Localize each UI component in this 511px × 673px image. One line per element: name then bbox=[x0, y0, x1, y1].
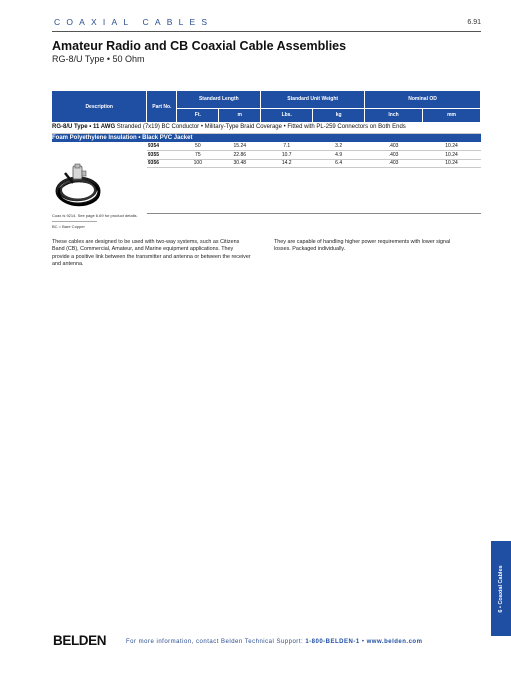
od-mm: 10.24 bbox=[423, 159, 481, 168]
od-mm: 10.24 bbox=[423, 142, 481, 151]
weight-lbs: 10.7 bbox=[261, 151, 313, 160]
abbreviation-note: BC = Bare Copper bbox=[52, 224, 85, 229]
cable-type-label: RG-8/U Type • 11 AWG bbox=[52, 124, 116, 131]
part-number: 9355 bbox=[147, 151, 177, 160]
page-title: Amateur Radio and CB Coaxial Cable Assemblies bbox=[52, 39, 347, 53]
length-ft: 75 bbox=[177, 151, 219, 160]
length-m: 15.24 bbox=[219, 142, 261, 151]
section-side-tab bbox=[491, 541, 511, 636]
body-text-left: These cables are designed to be used with two-way systems, such as Citizens Band (CB), Commercial, Amateur, and Marine equipment applications. They provide a positive link between the transmitter and antenna or between the receiver and antenna. bbox=[52, 239, 251, 267]
footer-website[interactable]: www.belden.com bbox=[366, 639, 423, 645]
group-length-header: Standard Length bbox=[177, 91, 261, 108]
footer-prefix: For more information, contact Belden Technical Support: bbox=[126, 639, 304, 645]
weight-lbs: 7.1 bbox=[261, 142, 313, 151]
group-od-header: Nominal OD bbox=[365, 91, 481, 108]
length-ft: 100 bbox=[177, 159, 219, 168]
insulation-row: Foam Polyethylene Insulation • Black PVC Jacket bbox=[52, 133, 481, 142]
section-label: COAXIAL CABLES bbox=[54, 17, 214, 27]
length-m: 30.48 bbox=[219, 159, 261, 168]
unit-lbs-header: Lbs. bbox=[261, 108, 313, 122]
coax-note: Coax is 9214. See page 6.69 for product details. bbox=[52, 213, 138, 218]
weight-kg: 3.2 bbox=[313, 142, 365, 151]
unit-ft-header: Ft. bbox=[177, 108, 219, 122]
part-number: 9354 bbox=[147, 142, 177, 151]
side-tab-label: 6 • Coaxial Cables bbox=[498, 564, 504, 613]
unit-m-header: m bbox=[219, 108, 261, 122]
od-mm: 10.24 bbox=[423, 151, 481, 160]
footer-contact bbox=[126, 639, 422, 645]
coax-cable-image bbox=[53, 163, 103, 211]
cable-type-description: Stranded (7x19) BC Conductor • Military-Type Braid Coverage • Fitted with PL-259 Connectors on Both Ends bbox=[116, 124, 406, 131]
unit-kg-header: kg bbox=[313, 108, 365, 122]
length-ft: 50 bbox=[177, 142, 219, 151]
footer-phone: 1-800-BELDEN-1 bbox=[305, 639, 360, 645]
group-weight-header: Standard Unit Weight bbox=[261, 91, 365, 108]
notes-rule bbox=[52, 221, 97, 222]
part-number: 9356 bbox=[147, 159, 177, 168]
od-inch: .403 bbox=[365, 151, 423, 160]
cable-type-row bbox=[52, 122, 481, 133]
length-m: 22.86 bbox=[219, 151, 261, 160]
top-rule bbox=[52, 31, 481, 32]
weight-kg: 6.4 bbox=[313, 159, 365, 168]
unit-mm-header: mm bbox=[423, 108, 481, 122]
table-filler-cell bbox=[147, 168, 481, 214]
od-inch: .403 bbox=[365, 142, 423, 151]
od-inch: .403 bbox=[365, 159, 423, 168]
unit-inch-header: Inch bbox=[365, 108, 423, 122]
body-text-right: They are capable of handling higher power requirements with lower signal losses. Packaged individually. bbox=[274, 239, 451, 253]
page-subtitle: RG-8/U Type • 50 Ohm bbox=[52, 54, 145, 64]
weight-kg: 4.9 bbox=[313, 151, 365, 160]
spec-table bbox=[52, 91, 481, 214]
col-description-header: Description bbox=[52, 91, 147, 122]
belden-logo: BELDEN bbox=[53, 633, 107, 648]
footer bbox=[53, 632, 482, 650]
weight-lbs: 14.2 bbox=[261, 159, 313, 168]
table-row bbox=[52, 142, 481, 151]
page-number: 6.91 bbox=[467, 19, 481, 26]
col-part-no-header: Part No. bbox=[147, 91, 177, 122]
footer-separator: • bbox=[361, 639, 365, 645]
